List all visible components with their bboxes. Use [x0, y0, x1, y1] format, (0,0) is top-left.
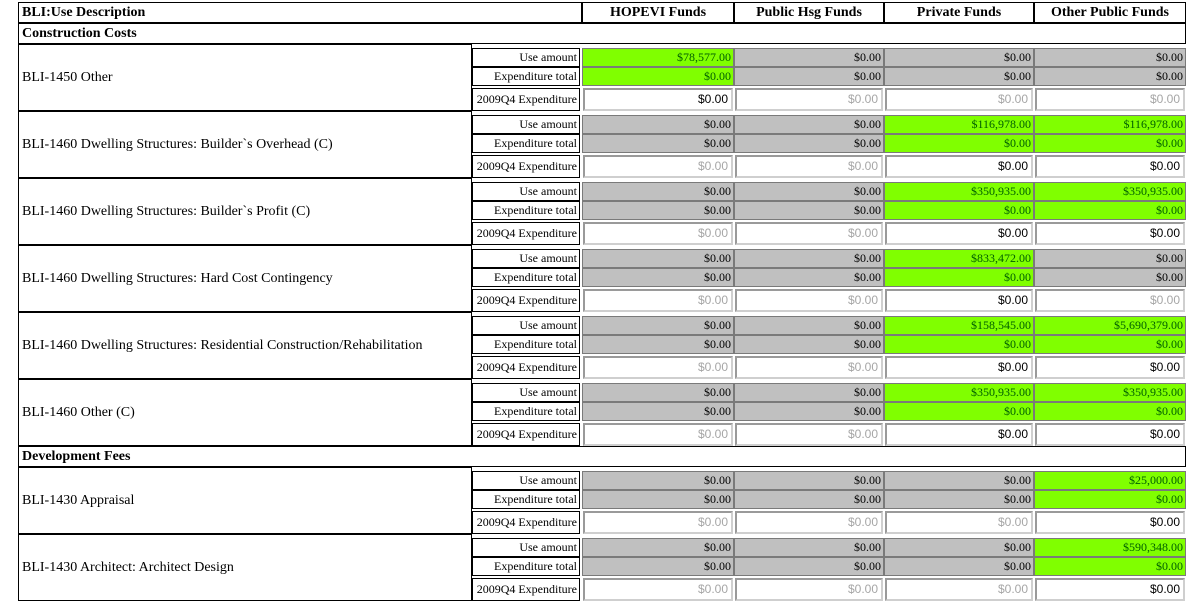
header-description: BLI:Use Description	[18, 2, 582, 23]
expenditure-total-cell: $0.00	[582, 134, 734, 153]
expenditure-total-cell: $0.00	[1034, 557, 1186, 576]
bli-description: BLI-1460 Dwelling Structures: Residential Construction/Rehabilitation	[18, 312, 472, 379]
expenditure-total-cell: $0.00	[1034, 201, 1186, 220]
use-amount-cell: $0.00	[582, 249, 734, 268]
expenditure-total-cell: $0.00	[734, 67, 884, 86]
expenditure-input: $0.00	[583, 511, 733, 534]
expenditure-total-cell: $0.00	[582, 268, 734, 287]
expenditure-input: $0.00	[735, 511, 883, 534]
row-label: Use amount	[472, 538, 580, 557]
expenditure-total-cell: $0.00	[582, 402, 734, 421]
expenditure-input[interactable]: $0.00	[885, 423, 1033, 446]
use-amount-cell: $0.00	[1034, 249, 1186, 268]
expenditure-total-cell: $0.00	[734, 490, 884, 509]
expenditure-input: $0.00	[885, 578, 1033, 601]
use-amount-cell: $5,690,379.00	[1034, 316, 1186, 335]
use-amount-cell: $350,935.00	[884, 383, 1034, 402]
expenditure-input[interactable]: $0.00	[1035, 222, 1185, 245]
expenditure-input: $0.00	[583, 155, 733, 178]
row-label: 2009Q4 Expenditure	[472, 222, 580, 245]
expenditure-input: $0.00	[885, 511, 1033, 534]
row-label: Use amount	[472, 48, 580, 67]
expenditure-total-cell: $0.00	[884, 67, 1034, 86]
use-amount-cell: $78,577.00	[582, 48, 734, 67]
bli-description: BLI-1460 Dwelling Structures: Hard Cost Contingency	[18, 245, 472, 312]
row-label: 2009Q4 Expenditure	[472, 289, 580, 312]
bli-description: BLI-1460 Dwelling Structures: Builder`s Profit (C)	[18, 178, 472, 245]
row-label: 2009Q4 Expenditure	[472, 423, 580, 446]
expenditure-total-cell: $0.00	[1034, 268, 1186, 287]
section-title: Development Fees	[18, 446, 1186, 467]
bli-description: BLI-1460 Other (C)	[18, 379, 472, 446]
use-amount-cell: $0.00	[884, 48, 1034, 67]
use-amount-cell: $833,472.00	[884, 249, 1034, 268]
use-amount-cell: $0.00	[734, 471, 884, 490]
expenditure-total-cell: $0.00	[582, 490, 734, 509]
row-label: Expenditure total	[472, 335, 580, 354]
expenditure-input: $0.00	[583, 578, 733, 601]
row-label: Use amount	[472, 316, 580, 335]
expenditure-input[interactable]: $0.00	[1035, 356, 1185, 379]
use-amount-cell: $116,978.00	[1034, 115, 1186, 134]
expenditure-input[interactable]: $0.00	[1035, 511, 1185, 534]
expenditure-total-cell: $0.00	[734, 268, 884, 287]
expenditure-total-cell: $0.00	[734, 402, 884, 421]
expenditure-input[interactable]: $0.00	[1035, 423, 1185, 446]
expenditure-total-cell: $0.00	[582, 201, 734, 220]
expenditure-input: $0.00	[735, 289, 883, 312]
use-amount-cell: $0.00	[734, 182, 884, 201]
row-label: Expenditure total	[472, 67, 580, 86]
row-label: Expenditure total	[472, 557, 580, 576]
bli-description: BLI-1430 Architect: Architect Design	[18, 534, 472, 601]
row-label: Use amount	[472, 115, 580, 134]
expenditure-total-cell: $0.00	[734, 134, 884, 153]
use-amount-cell: $0.00	[734, 316, 884, 335]
expenditure-total-cell: $0.00	[582, 335, 734, 354]
header-hopevi-funds: HOPEVI Funds	[582, 2, 734, 23]
section-title: Construction Costs	[18, 23, 1186, 44]
expenditure-total-cell: $0.00	[734, 557, 884, 576]
use-amount-cell: $0.00	[734, 48, 884, 67]
expenditure-total-cell: $0.00	[734, 201, 884, 220]
bli-description: BLI-1450 Other	[18, 44, 472, 111]
use-amount-cell: $0.00	[734, 383, 884, 402]
use-amount-cell: $0.00	[884, 471, 1034, 490]
use-amount-cell: $0.00	[582, 115, 734, 134]
row-label: 2009Q4 Expenditure	[472, 356, 580, 379]
row-label: Expenditure total	[472, 134, 580, 153]
use-amount-cell: $0.00	[1034, 48, 1186, 67]
expenditure-input[interactable]: $0.00	[885, 222, 1033, 245]
expenditure-input: $0.00	[735, 222, 883, 245]
use-amount-cell: $0.00	[884, 538, 1034, 557]
use-amount-cell: $0.00	[734, 115, 884, 134]
row-label: 2009Q4 Expenditure	[472, 155, 580, 178]
use-amount-cell: $0.00	[582, 316, 734, 335]
expenditure-input: $0.00	[583, 222, 733, 245]
expenditure-total-cell: $0.00	[884, 134, 1034, 153]
expenditure-total-cell: $0.00	[582, 67, 734, 86]
expenditure-input: $0.00	[735, 88, 883, 111]
use-amount-cell: $0.00	[582, 182, 734, 201]
row-label: 2009Q4 Expenditure	[472, 578, 580, 601]
expenditure-input[interactable]: $0.00	[885, 356, 1033, 379]
expenditure-total-cell: $0.00	[884, 557, 1034, 576]
expenditure-total-cell: $0.00	[884, 268, 1034, 287]
use-amount-cell: $0.00	[582, 471, 734, 490]
use-amount-cell: $590,348.00	[1034, 538, 1186, 557]
row-label: Use amount	[472, 182, 580, 201]
expenditure-total-cell: $0.00	[1034, 402, 1186, 421]
expenditure-input[interactable]: $0.00	[583, 88, 733, 111]
expenditure-input[interactable]: $0.00	[885, 155, 1033, 178]
expenditure-input: $0.00	[735, 356, 883, 379]
row-label: Expenditure total	[472, 490, 580, 509]
expenditure-total-cell: $0.00	[884, 402, 1034, 421]
expenditure-total-cell: $0.00	[1034, 490, 1186, 509]
expenditure-total-cell: $0.00	[884, 490, 1034, 509]
row-label: 2009Q4 Expenditure	[472, 511, 580, 534]
row-label: Use amount	[472, 383, 580, 402]
use-amount-cell: $350,935.00	[884, 182, 1034, 201]
use-amount-cell: $158,545.00	[884, 316, 1034, 335]
expenditure-total-cell: $0.00	[884, 201, 1034, 220]
row-label: Expenditure total	[472, 268, 580, 287]
row-label: Use amount	[472, 471, 580, 490]
expenditure-input: $0.00	[583, 356, 733, 379]
expenditure-total-cell: $0.00	[582, 557, 734, 576]
expenditure-input: $0.00	[1035, 289, 1185, 312]
use-amount-cell: $0.00	[582, 383, 734, 402]
row-label: Expenditure total	[472, 402, 580, 421]
expenditure-input: $0.00	[735, 423, 883, 446]
use-amount-cell: $25,000.00	[1034, 471, 1186, 490]
use-amount-cell: $350,935.00	[1034, 383, 1186, 402]
use-amount-cell: $0.00	[734, 538, 884, 557]
use-amount-cell: $0.00	[582, 538, 734, 557]
expenditure-input: $0.00	[583, 289, 733, 312]
header-private-funds: Private Funds	[884, 2, 1034, 23]
expenditure-total-cell: $0.00	[1034, 335, 1186, 354]
header-public-hsg-funds: Public Hsg Funds	[734, 2, 884, 23]
expenditure-total-cell: $0.00	[1034, 67, 1186, 86]
expenditure-input[interactable]: $0.00	[1035, 578, 1185, 601]
expenditure-total-cell: $0.00	[1034, 134, 1186, 153]
expenditure-input: $0.00	[885, 88, 1033, 111]
bli-description: BLI-1460 Dwelling Structures: Builder`s Overhead (C)	[18, 111, 472, 178]
header-other-public-funds: Other Public Funds	[1034, 2, 1186, 23]
row-label: Use amount	[472, 249, 580, 268]
use-amount-cell: $116,978.00	[884, 115, 1034, 134]
row-label: Expenditure total	[472, 201, 580, 220]
use-amount-cell: $0.00	[734, 249, 884, 268]
use-amount-cell: $350,935.00	[1034, 182, 1186, 201]
expenditure-total-cell: $0.00	[884, 335, 1034, 354]
row-label: 2009Q4 Expenditure	[472, 88, 580, 111]
expenditure-input: $0.00	[1035, 88, 1185, 111]
expenditure-total-cell: $0.00	[734, 335, 884, 354]
expenditure-input: $0.00	[583, 423, 733, 446]
expenditure-input[interactable]: $0.00	[885, 289, 1033, 312]
expenditure-input[interactable]: $0.00	[1035, 155, 1185, 178]
bli-description: BLI-1430 Appraisal	[18, 467, 472, 534]
expenditure-input: $0.00	[735, 155, 883, 178]
expenditure-input: $0.00	[735, 578, 883, 601]
